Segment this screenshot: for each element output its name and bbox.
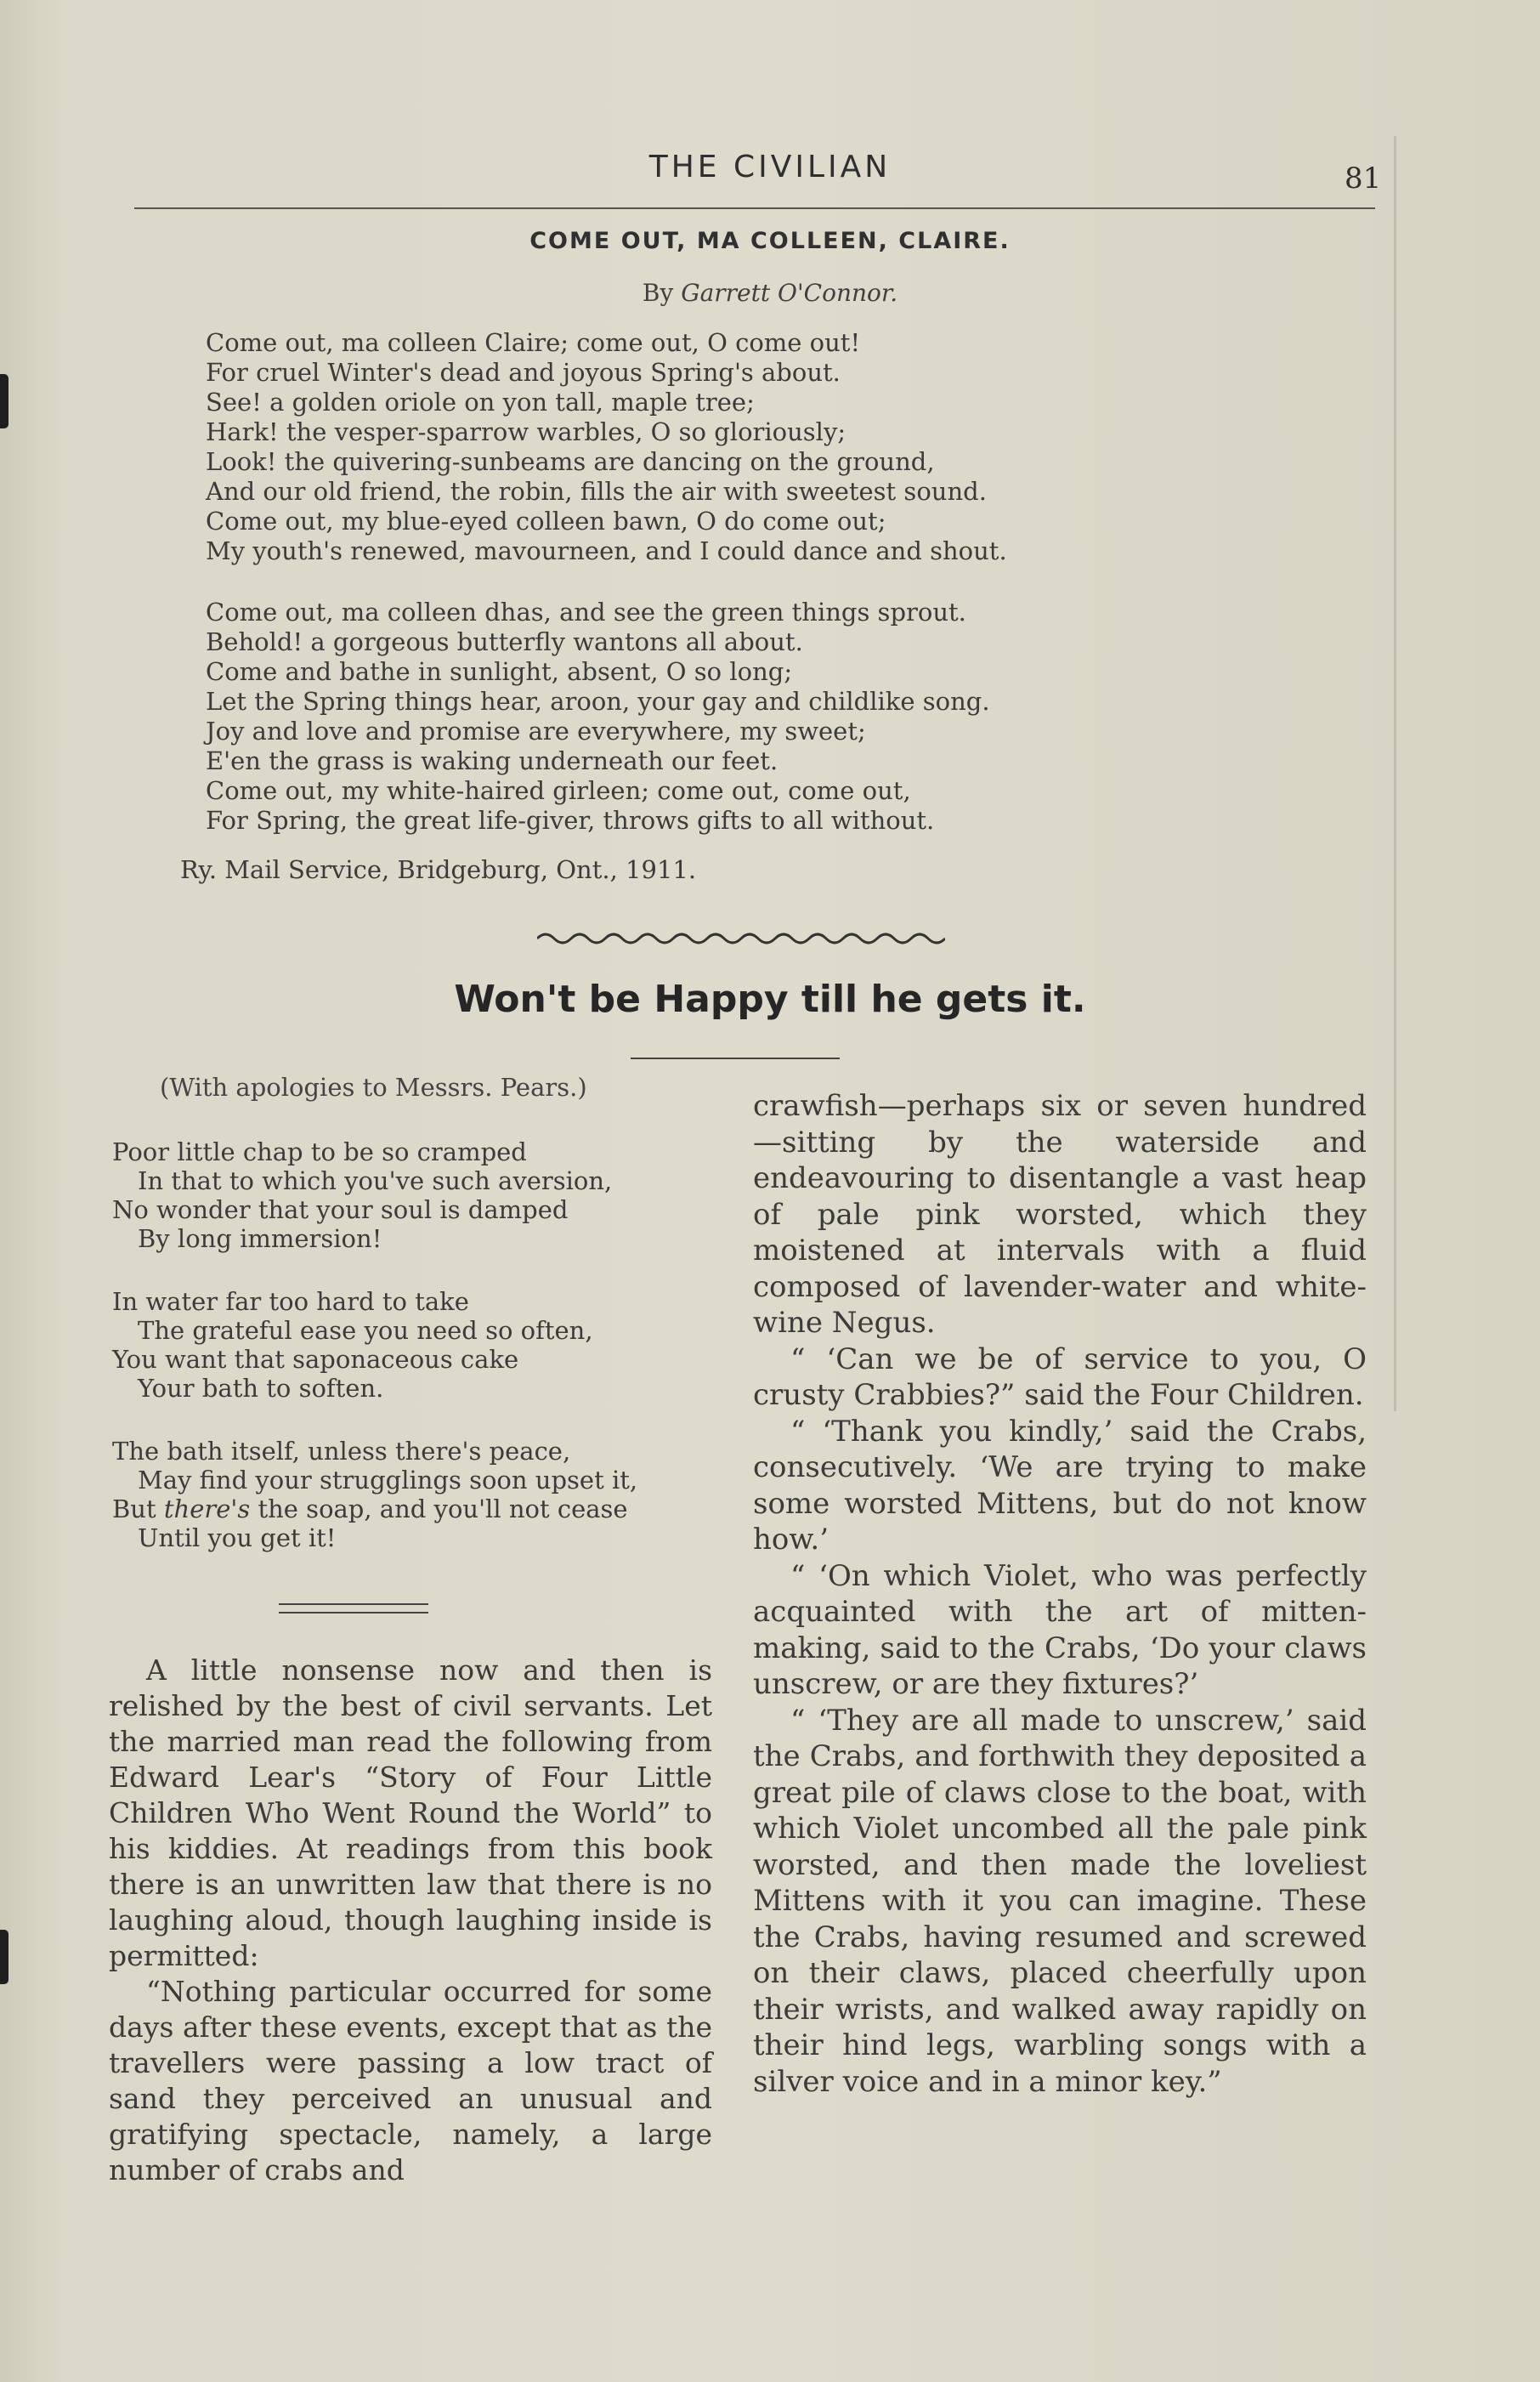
poem-stanza-1	[206, 328, 1183, 566]
poem-author: Garrett O'Connor.	[681, 279, 898, 307]
prose-paragraph: “Nothing particular occurred for some days after these events, except that as the travellers were passing a low tract of sand they perceived an unusual and gratifying spectacle, namely, a large number of crabs and	[109, 1975, 712, 2186]
poem-line: My youth's renewed, mavourneen, and I could dance and shout.	[206, 536, 1007, 565]
verse-line: In that to which you've such aversion,	[138, 1166, 613, 1195]
verse-line: In water far too hard to take	[112, 1287, 469, 1316]
verse-stanza-3	[112, 1437, 724, 1552]
poem-line: For Spring, the great life-giver, throws gifts to all without.	[206, 806, 935, 835]
page-number: 81	[1345, 162, 1382, 196]
poem-footer: Ry. Mail Service, Bridgeburg, Ont., 1911.	[180, 855, 697, 884]
poem-line: For cruel Winter's dead and joyous Spring's about.	[206, 358, 841, 387]
binding-mark	[0, 374, 8, 428]
verse-text: But	[112, 1494, 156, 1523]
right-column-prose	[753, 1088, 1367, 2100]
verse-line: The grateful ease you need so often,	[138, 1316, 593, 1345]
poem-line: Behold! a gorgeous butterfly wantons all about.	[206, 627, 803, 656]
poem-line: Look! the quivering-sunbeams are dancing on the ground,	[206, 447, 935, 476]
poem-line: And our old friend, the robin, fills the air with sweetest sound.	[206, 477, 987, 506]
verse-line: Your bath to soften.	[138, 1374, 384, 1403]
double-rule-divider	[279, 1603, 428, 1614]
poem-line: Come out, ma colleen dhas, and see the green things sprout.	[206, 598, 966, 627]
poem-line: Joy and love and promise are everywhere, my sweet;	[206, 717, 866, 746]
poem-line: Come and bathe in sunlight, absent, O so long;	[206, 657, 793, 686]
poem-title: COME OUT, MA COLLEEN, CLAIRE.	[529, 228, 1011, 254]
wavy-divider	[537, 928, 945, 949]
verse-emphasis: there's	[163, 1494, 251, 1523]
poem-line: See! a golden oriole on yon tall, maple tree;	[206, 388, 755, 417]
article-title: Won't be Happy till he gets it.	[454, 978, 1086, 1021]
verse-line: You want that saponaceous cake	[112, 1345, 519, 1374]
poem-line: Let the Spring things hear, aroon, your gay and childlike song.	[206, 687, 990, 716]
poem-line: Come out, my white-haired girleen; come out, come out,	[206, 776, 911, 805]
prose-paragraph: “ ‘Thank you kindly,’ said the Crabs, consecutively. ‘We are trying to make some worsted Mittens, but do not know how.’	[753, 1414, 1367, 1557]
poem-line: E'en the grass is waking underneath our feet.	[206, 746, 778, 775]
poem-byline	[0, 279, 1540, 307]
binding-mark	[0, 1930, 8, 1984]
show-through-shadow	[1394, 136, 1430, 1411]
verse-line: No wonder that your soul is damped	[112, 1195, 569, 1224]
byline-prefix: By	[642, 279, 674, 307]
poem-stanza-2	[206, 598, 1183, 836]
title-rule	[631, 1058, 840, 1059]
verse-line: Poor little chap to be so cramped	[112, 1137, 527, 1166]
prose-paragraph: crawfish—perhaps six or seven hundred—sitting by the waterside and endeavouring to disentangle a vast heap of pale pink worsted, which they moistened at intervals with a fluid composed of lavender-water and white-wine Negus.	[753, 1089, 1367, 1340]
verse-stanza-2	[112, 1287, 724, 1403]
verse-stanza-1	[112, 1137, 724, 1253]
verse-line	[112, 1494, 724, 1523]
verse-line: By long immersion!	[138, 1224, 382, 1253]
prose-paragraph: “ ‘On which Violet, who was perfectly acquainted with the art of mitten-making, said to the Crabs, ‘Do your claws unscrew, or are they fixtures?’	[753, 1558, 1367, 1701]
article-subtitle: (With apologies to Messrs. Pears.)	[160, 1073, 587, 1102]
prose-paragraph: “ ‘They are all made to unscrew,’ said the Crabs, and forthwith they deposited a great pile of claws close to the boat, with which Violet uncombed all the pale pink worsted, and then made the loveliest Mittens with it you can imagine. These the Crabs, having resumed and screwed on their claws, placed cheerfully upon their wrists, and walked away rapidly on their hind legs, warbling songs with a silver voice and in a minor key.”	[753, 1703, 1367, 2099]
running-header-title: THE CIVILIAN	[648, 150, 892, 184]
verse-line: Until you get it!	[138, 1523, 337, 1552]
verse-text: the soap, and you'll not cease	[258, 1494, 628, 1523]
prose-paragraph: A little nonsense now and then is relished by the best of civil servants. Let the married man read the following from Edward Lear's “Story of Four Little Children Who Went Round the World” to his kiddies. At readings from this book there is an unwritten law that there is no laughing aloud, though laughing inside is permitted:	[109, 1653, 712, 1972]
left-column-prose	[109, 1653, 712, 2188]
prose-paragraph: “ ‘Can we be of service to you, O crusty Crabbies?” said the Four Children.	[753, 1341, 1367, 1412]
poem-line: Hark! the vesper-sparrow warbles, O so gloriously;	[206, 417, 846, 446]
poem-line: Come out, ma colleen Claire; come out, O come out!	[206, 328, 861, 357]
header-rule	[134, 207, 1375, 209]
verse-line: May find your strugglings soon upset it,	[138, 1466, 638, 1494]
poem-line: Come out, my blue-eyed colleen bawn, O do come out;	[206, 507, 886, 536]
verse-line: The bath itself, unless there's peace,	[112, 1437, 571, 1466]
